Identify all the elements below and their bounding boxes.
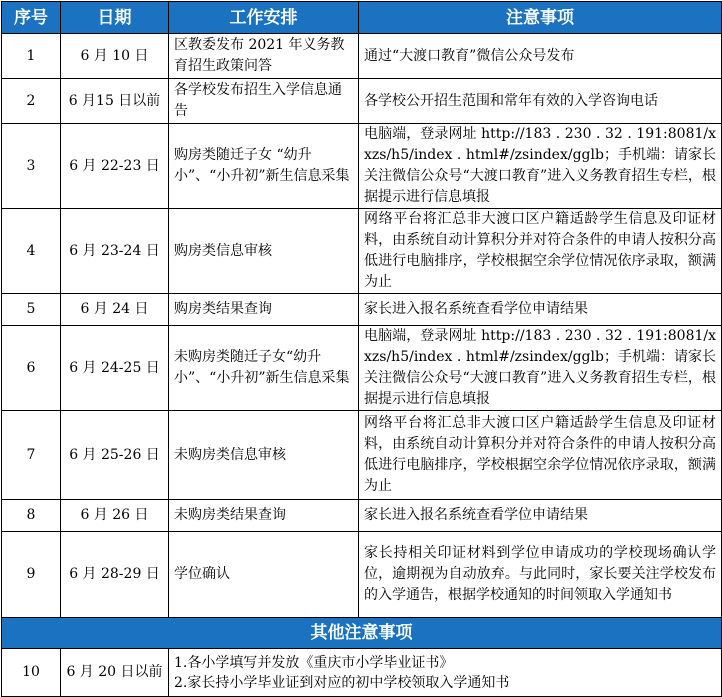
- row-notes: 家长进入报名系统查看学位申请结果: [359, 294, 722, 326]
- row-notes: 家长持相关印证材料到学位申请成功的学校现场确认学位，逾期视为自动放弃。与此同时，家长要关注学校发布的入学通告，根据学校通知的时间领取入学通知书: [359, 532, 722, 618]
- row-date: 6 月 26 日: [61, 500, 169, 532]
- row-date: 6 月 24 日: [61, 294, 169, 326]
- row-index: 2: [2, 79, 61, 124]
- section-header-row: [2, 618, 722, 649]
- row-date: 6 月 10 日: [61, 34, 169, 79]
- row-work: 购房类结果查询: [169, 294, 359, 326]
- row-notes: 网络平台将汇总非大渡口区户籍适龄学生信息及印证材料，由系统自动计算积分并对符合条件的申请人按积分高低进行电脑排序，学校根据空余学位情况依序录取，额满为止: [359, 209, 722, 294]
- row-notes: 家长进入报名系统查看学位申请结果: [359, 500, 722, 532]
- table-row: [2, 500, 722, 532]
- row-date: 6 月 23-24 日: [61, 209, 169, 294]
- header-row: [2, 2, 722, 34]
- table-row: [2, 532, 722, 618]
- row-notes: 网络平台将汇总非大渡口区户籍适龄学生信息及印证材料，由系统自动计算积分并对符合条件的申请人按积分高低进行电脑排序，学校根据空余学位情况依序录取，额满为止: [359, 411, 722, 500]
- row-index: 3: [2, 124, 61, 209]
- row-work: 各学校发布招生入学信息通告: [169, 79, 359, 124]
- row-work: 购房类随迁子女 “幼升小”、“小升初”新生信息采集: [169, 124, 359, 209]
- row-date: 6 月15 日以前: [61, 79, 169, 124]
- row-work: 未购房类结果查询: [169, 500, 359, 532]
- table-row: [2, 79, 722, 124]
- row-date: 6 月 20 日以前: [61, 649, 169, 697]
- header-work: 工作安排: [169, 2, 359, 34]
- table-row: [2, 649, 722, 697]
- row-index: 7: [2, 411, 61, 500]
- section-title: 其他注意事项: [2, 618, 722, 649]
- row-work: 学位确认: [169, 532, 359, 618]
- row-extra-notes: [169, 649, 722, 697]
- row-work: 购房类信息审核: [169, 209, 359, 294]
- table-row: [2, 209, 722, 294]
- table-row: [2, 411, 722, 500]
- row-date: 6 月 28-29 日: [61, 532, 169, 618]
- row-index: 8: [2, 500, 61, 532]
- table-row: [2, 34, 722, 79]
- row-index: 5: [2, 294, 61, 326]
- row-date: 6 月 25-26 日: [61, 411, 169, 500]
- row-notes: 电脑端，登录网址 http://183 . 230 . 32 . 191:8081/xxzs/h5/index . html#/zsindex/gglb；手机端：请家长关注微信公众号“大渡口教育”进入义务教育招生专栏，根据提示进行信息填报: [359, 124, 722, 209]
- row-notes: 通过“大渡口教育”微信公众号发布: [359, 34, 722, 79]
- row-work: 未购房类随迁子女“幼升小”、“小升初”新生信息采集: [169, 326, 359, 411]
- row-index: 4: [2, 209, 61, 294]
- row-date: 6 月 22-23 日: [61, 124, 169, 209]
- header-notes: 注意事项: [359, 2, 722, 34]
- row-index: 1: [2, 34, 61, 79]
- row-notes: 电脑端，登录网址 http://183 . 230 . 32 . 191:8081/xxzs/h5/index . html#/zsindex/gglb；手机端：请家长关注微信公众号“大渡口教育”进入义务教育招生专栏，根据提示进行信息填报: [359, 326, 722, 411]
- enrollment-schedule-table: [1, 1, 722, 697]
- extra-note-line: 1.各小学填写并发放《重庆市小学毕业证书》: [174, 654, 454, 671]
- row-index: 10: [2, 649, 61, 697]
- table-row: [2, 124, 722, 209]
- row-index: 6: [2, 326, 61, 411]
- row-index: 9: [2, 532, 61, 618]
- header-index: 序号: [2, 2, 61, 34]
- table-row: [2, 294, 722, 326]
- row-work: 未购房类信息审核: [169, 411, 359, 500]
- row-work: 区教委发布 2021 年义务教育招生政策问答: [169, 34, 359, 79]
- row-notes: 各学校公开招生范围和常年有效的入学咨询电话: [359, 79, 722, 124]
- header-date: 日期: [61, 2, 169, 34]
- extra-note-line: 2.家长持小学毕业证到对应的初中学校领取入学通知书: [174, 674, 510, 691]
- table-row: [2, 326, 722, 411]
- row-date: 6 月 24-25 日: [61, 326, 169, 411]
